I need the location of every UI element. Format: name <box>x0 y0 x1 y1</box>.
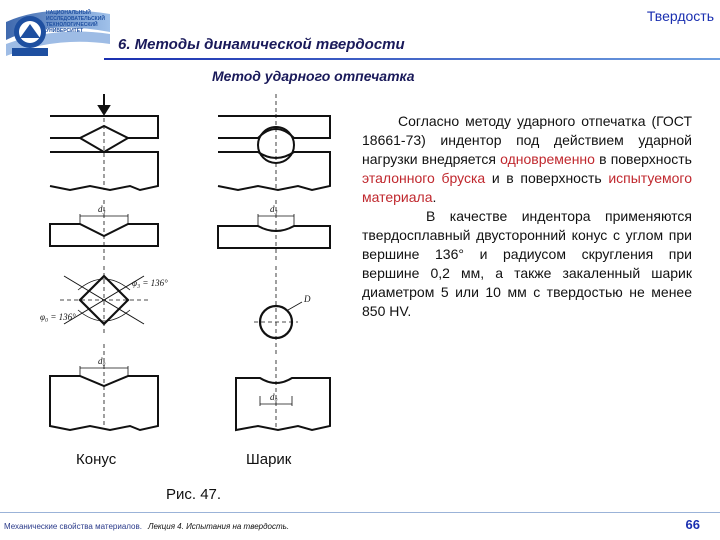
footer-course: Механические свойства материалов. <box>4 522 142 531</box>
logo-line: ИССЛЕДОВАТЕЛЬСКИЙ <box>46 16 105 22</box>
label-phi3: φ₃ = 136° <box>132 278 168 288</box>
label-d3-cone: d₃ <box>98 204 106 214</box>
logo-caption <box>46 10 108 34</box>
p2-text: В качестве индентора применяются твердосплавный двусторонний конус с углом при вершине 136° и радиусом скругления при вершине 0,2 мм, а также закаленный шарик диаметром 5 или 10 мм с твердостью не менее 850 HV. <box>362 208 692 319</box>
body-text <box>362 112 692 321</box>
page-number: 66 <box>685 517 700 532</box>
diagram-labels <box>40 204 311 402</box>
paragraph-1 <box>362 112 692 207</box>
caption-cone: Конус <box>76 451 117 468</box>
label-d3-ball: d₃ <box>270 204 278 214</box>
logo-line: ТЕХНОЛОГИЧЕСКИЙ <box>46 22 98 28</box>
p1-text-b: в поверхность <box>594 151 692 167</box>
ball-column <box>218 94 330 430</box>
logo-line: УНИВЕРСИТЕТ <box>46 28 84 34</box>
label-phi0: φ₀ = 136° <box>40 312 76 322</box>
title-underline <box>104 58 720 60</box>
figure-caption: Рис. 47. <box>166 486 222 503</box>
footer-lecture: Лекция 4. Испытания на твердость. <box>147 522 290 531</box>
caption-ball: Шарик <box>246 451 292 468</box>
label-d0-cone: d₀ <box>98 356 106 366</box>
p1-text-a: Согласно методу ударного отпечатка (ГОСТ 18661-73) индентор под действием ударной нагрузки внедряется <box>362 113 692 167</box>
paragraph-2 <box>362 207 692 321</box>
highlight-simultaneously: одновременно <box>500 151 595 167</box>
highlight-test-material: испытуемого материала <box>362 170 692 205</box>
slide-topic: Твердость <box>646 8 714 24</box>
p1-text-d: . <box>432 189 437 205</box>
impact-indentation-diagram <box>40 90 360 450</box>
logo-line: НАЦИОНАЛЬНЫЙ <box>46 10 91 16</box>
section-title: 6. Методы динамической твердости <box>118 36 405 53</box>
label-D: D <box>304 294 311 304</box>
label-d0-ball: d₀ <box>270 392 278 402</box>
footer <box>4 522 289 531</box>
cone-column <box>50 94 158 430</box>
method-title: Метод ударного отпечатка <box>212 68 415 84</box>
footer-divider <box>0 512 720 513</box>
highlight-reference-bar: эталонного бруска <box>362 170 486 186</box>
p1-text-c: и в поверхность <box>485 170 609 186</box>
